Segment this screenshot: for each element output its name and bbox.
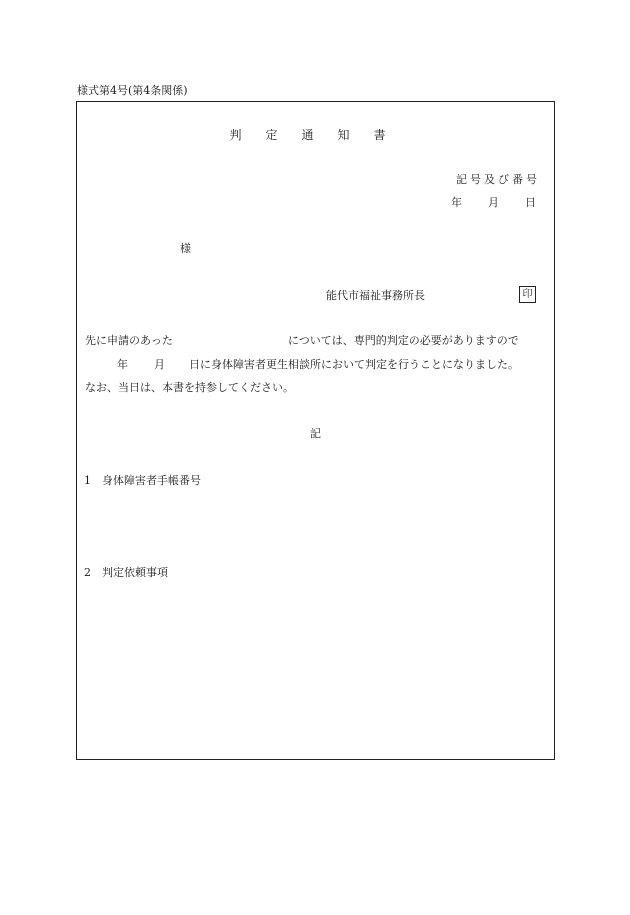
form-number-label: 様式第4号(第4条関係) xyxy=(77,84,188,97)
item-2 xyxy=(84,565,168,581)
body-line-1-start: 先に申請のあった xyxy=(85,334,173,347)
item-1 xyxy=(84,473,201,489)
item-1-label: 身体障害者手帳番号 xyxy=(102,474,201,487)
body-year-label: 年 xyxy=(117,358,128,371)
issue-date xyxy=(451,195,536,211)
body-line-1-end: については、専門的判定の必要がありますので xyxy=(288,334,519,347)
issuer-name: 能代市福祉事務所長 xyxy=(326,289,425,302)
seal-mark: 印 xyxy=(519,286,536,303)
item-2-label: 判定依頼事項 xyxy=(102,566,168,579)
document-number-label: 記号及び番号 xyxy=(456,173,540,186)
date-year-label: 年 xyxy=(451,196,462,209)
body-line-2 xyxy=(117,357,519,373)
item-2-number: 2 xyxy=(84,566,91,579)
body-line-2-text: 日に身体障害者更生相談所において判定を行うことになりました。 xyxy=(189,358,519,371)
item-1-number: 1 xyxy=(84,474,91,487)
body-line-3: なお、当日は、本書を持参してください。 xyxy=(85,381,294,394)
notice-frame xyxy=(76,101,555,760)
date-month-label: 月 xyxy=(488,196,499,209)
date-day-label: 日 xyxy=(525,196,536,209)
body-month-label: 月 xyxy=(154,358,165,371)
ki-heading: 記 xyxy=(310,427,321,440)
addressee-honorific: 様 xyxy=(180,242,191,255)
document-title: 判定通知書 xyxy=(229,128,410,142)
